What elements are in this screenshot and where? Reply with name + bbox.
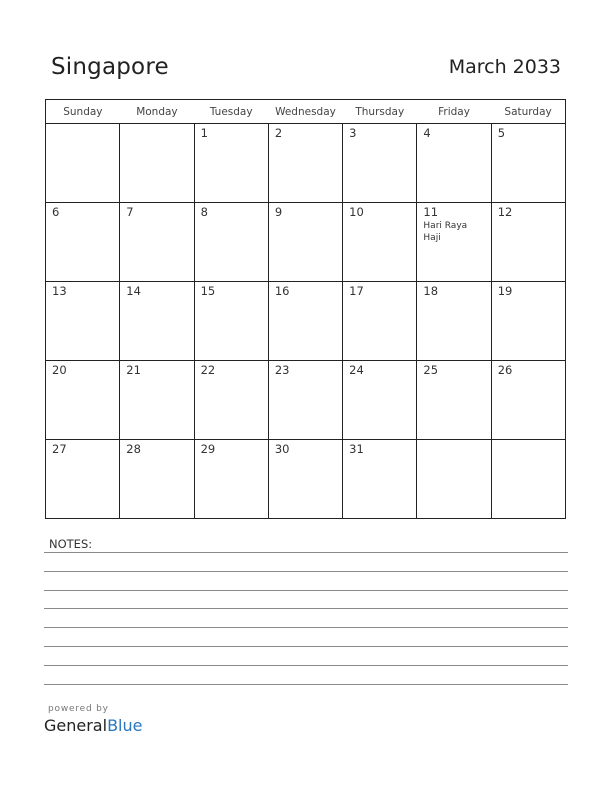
day-number: 11 [423,205,439,219]
day-cell [46,282,120,361]
notes-label: NOTES: [49,537,93,551]
day-number: 15 [200,284,216,298]
logo-blue-text: Blue [107,716,143,735]
weekday-sunday: Sunday [46,100,120,124]
day-number: 2 [274,126,283,140]
week-row [46,124,566,203]
weekday-monday: Monday [120,100,194,124]
day-number: 4 [423,126,431,140]
holiday-label: Hari Raya Haji [423,221,468,243]
day-cell-holiday [417,203,491,282]
day-number: 12 [497,205,513,219]
day-number: 27 [52,442,67,456]
day-cell [120,124,194,203]
month-calendar-grid [45,99,566,519]
day-cell [194,203,268,282]
day-number: 18 [423,284,439,298]
weekday-thursday: Thursday [343,100,417,124]
calendar-country-title: Singapore [51,54,169,80]
day-number: 16 [274,284,290,298]
day-cell [46,124,120,203]
notes-line [44,590,568,591]
week-row [46,361,566,440]
day-number: 28 [126,442,141,456]
powered-by-text: powered by [48,704,109,714]
notes-line [44,665,568,666]
week-row [46,203,566,282]
day-cell [46,440,120,519]
day-number: 1 [200,126,208,140]
day-cell [268,203,342,282]
notes-line [44,571,568,572]
day-number: 3 [349,126,357,140]
day-cell [343,124,417,203]
day-cell [343,361,417,440]
day-number: 8 [200,205,208,219]
day-cell [417,124,491,203]
weekday-wednesday: Wednesday [268,100,342,124]
day-number: 14 [126,284,141,298]
day-number: 26 [497,363,513,377]
day-cell [268,124,342,203]
day-number: 19 [497,284,513,298]
day-cell [491,361,565,440]
notes-line [44,608,568,609]
weekday-saturday: Saturday [491,100,565,124]
week-row [46,440,566,519]
day-cell [491,203,565,282]
day-cell [120,203,194,282]
day-number: 17 [349,284,364,298]
day-cell [46,361,120,440]
day-cell [194,440,268,519]
day-number: 29 [200,442,216,456]
day-cell [120,440,194,519]
day-cell [343,440,417,519]
day-cell [343,203,417,282]
day-cell [268,282,342,361]
day-number: 10 [349,205,364,219]
notes-line [44,552,568,553]
calendar-month-year: March 2033 [448,56,561,78]
day-number: 23 [274,363,290,377]
day-cell [194,282,268,361]
day-number: 5 [497,126,506,140]
day-number: 30 [274,442,290,456]
day-cell [120,361,194,440]
day-cell [46,203,120,282]
day-number: 13 [52,284,67,298]
notes-line [44,684,568,685]
notes-line [44,646,568,647]
day-cell [417,361,491,440]
day-cell [491,282,565,361]
notes-line [44,627,568,628]
day-number: 6 [52,205,60,219]
day-number: 25 [423,363,439,377]
day-cell [120,282,194,361]
day-number: 22 [200,363,216,377]
day-cell [268,361,342,440]
day-number: 31 [349,442,364,456]
weekday-header-row [46,100,566,124]
day-number: 24 [349,363,364,377]
day-cell [491,124,565,203]
day-number: 20 [52,363,67,377]
day-cell [417,440,491,519]
week-row [46,282,566,361]
day-number: 21 [126,363,141,377]
day-cell [268,440,342,519]
logo-general-text: General [44,716,108,735]
day-cell [194,124,268,203]
weekday-tuesday: Tuesday [194,100,268,124]
day-number: 7 [126,205,134,219]
day-cell [194,361,268,440]
weekday-friday: Friday [417,100,491,124]
day-cell [343,282,417,361]
generalblue-logo [44,716,142,735]
day-cell [417,282,491,361]
day-cell [491,440,565,519]
day-number: 9 [274,205,283,219]
